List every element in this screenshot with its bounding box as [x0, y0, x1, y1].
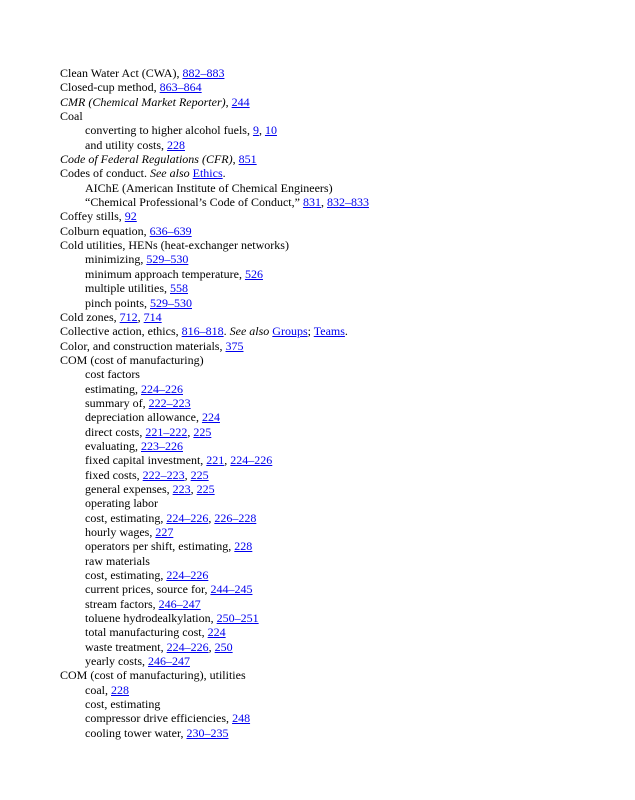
index-text: total manufacturing cost,: [85, 625, 208, 640]
page-reference-link[interactable]: 246–247: [158, 596, 201, 611]
index-subentry: [60, 711, 600, 725]
index-entry: [60, 66, 600, 80]
index-text: COM (cost of manufacturing): [60, 352, 204, 367]
index-subentry: [60, 539, 600, 553]
index-text: .: [222, 166, 226, 181]
index-text: cooling tower water,: [85, 725, 187, 740]
index-italic-text: See also: [229, 324, 270, 339]
index-subentry: [60, 138, 600, 152]
page-reference-link[interactable]: 250–251: [216, 611, 259, 626]
index-text: operators per shift, estimating,: [85, 539, 235, 554]
page-reference-link[interactable]: 227: [155, 525, 174, 539]
page-reference-link[interactable]: 224–226: [166, 510, 209, 525]
index-text: cost, estimating: [85, 697, 161, 712]
index-subentry: [60, 568, 600, 582]
index-text: yearly costs,: [85, 654, 148, 669]
index-text: waste treatment,: [85, 639, 167, 654]
page-reference-link[interactable]: 224: [207, 625, 226, 640]
page-reference-link[interactable]: 221: [206, 453, 225, 468]
index-text: stream factors,: [85, 596, 159, 611]
index-subentry: [60, 410, 600, 424]
index-subentry: [60, 468, 600, 482]
index-text: summary of,: [85, 395, 149, 410]
index-subentry: [60, 453, 600, 467]
page-reference-link[interactable]: 222–223: [148, 395, 191, 410]
index-subentry: [60, 625, 600, 639]
index-text: fixed capital investment,: [85, 453, 207, 468]
index-subentry: [60, 439, 600, 453]
page-reference-link[interactable]: 230–235: [186, 725, 229, 740]
index-text: ,: [224, 453, 231, 468]
page-reference-link[interactable]: 228: [167, 137, 185, 152]
index-text: ,: [320, 195, 327, 210]
page-reference-link[interactable]: 714: [143, 309, 162, 324]
index-entry: [60, 95, 600, 109]
index-text: .: [223, 324, 230, 339]
index-text: direct costs,: [85, 424, 146, 439]
page-reference-link[interactable]: 223: [172, 481, 191, 496]
index-subentry: [60, 367, 600, 381]
index-subentry: [60, 640, 600, 654]
page-reference-link[interactable]: 244–245: [210, 582, 253, 597]
index-text: ,: [258, 123, 265, 138]
index-subentry: [60, 482, 600, 496]
index-subentry: [60, 252, 600, 266]
index-text: minimizing,: [85, 252, 147, 267]
page-reference-link[interactable]: Teams: [313, 324, 345, 339]
index-subentry: [60, 511, 600, 525]
index-text: ,: [137, 309, 144, 324]
index-text: ,: [187, 424, 194, 439]
index-entry: [60, 310, 600, 324]
page-reference-link[interactable]: 225: [190, 467, 209, 482]
page-reference-link[interactable]: 228: [234, 539, 253, 554]
index-subentry: [60, 525, 600, 539]
index-text: Cold zones,: [60, 309, 120, 324]
index-entry: [60, 109, 600, 123]
page-reference-link[interactable]: 225: [193, 424, 212, 439]
index-text: compressor drive efficiencies,: [85, 711, 233, 726]
index-subentry: [60, 195, 600, 209]
index-text: ,: [208, 510, 215, 525]
index-text: evaluating,: [85, 438, 141, 453]
index-entry: [60, 324, 600, 338]
index-subentry: [60, 683, 600, 697]
page-reference-link[interactable]: 526: [244, 266, 263, 281]
index-text: “Chemical Professional’s Code of Conduct,”: [85, 195, 303, 210]
page-reference-link[interactable]: 529–530: [146, 252, 189, 267]
index-subentry: [60, 382, 600, 396]
index-entry: [60, 238, 600, 252]
index-text: ;: [307, 324, 314, 339]
page-reference-link[interactable]: 92: [124, 209, 137, 224]
index-text: raw materials: [85, 553, 150, 568]
index-text: Cold utilities, HENs (heat-exchanger networks): [60, 238, 289, 253]
index-text: Closed-cup method,: [60, 80, 160, 95]
index-text: Coal: [60, 109, 83, 124]
index-text: fixed costs,: [85, 467, 143, 482]
page-reference-link[interactable]: 9: [252, 123, 259, 138]
index-text: coal,: [85, 682, 111, 697]
page-reference-link[interactable]: 228: [111, 682, 129, 697]
index-subentry: [60, 123, 600, 137]
index-subentry: [60, 296, 600, 310]
index-entry: [60, 166, 600, 180]
index-text: depreciation allowance,: [85, 410, 202, 425]
page-reference-link[interactable]: 712: [119, 309, 138, 324]
index-text: converting to higher alcohol fuels,: [85, 123, 253, 138]
page-reference-link[interactable]: Groups: [272, 324, 308, 339]
index-text: AIChE (American Institute of Chemical Engineers): [85, 180, 333, 195]
index-text: cost, estimating,: [85, 568, 167, 583]
index-entry: [60, 353, 600, 367]
index-text: current prices, source for,: [85, 582, 211, 597]
page-reference-link[interactable]: 226–228: [214, 510, 257, 525]
index-subentry: [60, 554, 600, 568]
page-reference-link[interactable]: 851: [238, 152, 257, 167]
page-reference-link[interactable]: 558: [170, 281, 188, 296]
page-reference-link[interactable]: 832–833: [326, 195, 369, 210]
index-text: Clean Water Act (CWA),: [60, 66, 183, 80]
index-text: ,: [225, 94, 232, 109]
index-text: Collective action, ethics,: [60, 324, 182, 339]
index-text: toluene hydrodealkylation,: [85, 611, 217, 626]
page-reference-link[interactable]: 246–247: [147, 654, 190, 669]
page-reference-link[interactable]: 636–639: [149, 223, 192, 238]
index-subentry: [60, 425, 600, 439]
index-text: estimating,: [85, 381, 141, 396]
index-text: minimum approach temperature,: [85, 266, 245, 281]
index-text: ,: [190, 481, 197, 496]
index-list: [60, 66, 600, 740]
page-reference-link[interactable]: 831: [302, 195, 321, 210]
index-text: Color, and construction materials,: [60, 338, 226, 353]
page-reference-link[interactable]: 529–530: [150, 295, 192, 310]
index-text: ,: [232, 152, 239, 167]
index-text: cost, estimating,: [85, 510, 167, 525]
index-entry: [60, 339, 600, 353]
index-italic-text: CMR (Chemical Market Reporter): [60, 94, 226, 109]
index-text: COM (cost of manufacturing), utilities: [60, 668, 246, 683]
page-reference-link[interactable]: 224–226: [166, 639, 209, 654]
page-reference-link[interactable]: 224–226: [141, 381, 183, 396]
index-subentry: [60, 611, 600, 625]
index-text: Coffey stills,: [60, 209, 125, 224]
index-text: multiple utilities,: [85, 281, 170, 296]
index-entry: [60, 152, 600, 166]
index-subentry: [60, 726, 600, 740]
page-reference-link[interactable]: 221–222: [145, 424, 188, 439]
index-subentry: [60, 396, 600, 410]
page-reference-link[interactable]: Ethics: [192, 166, 223, 181]
index-text: Codes of conduct.: [60, 166, 150, 181]
page-reference-link[interactable]: 223–226: [140, 438, 183, 453]
index-text: general expenses,: [85, 481, 173, 496]
index-subentry: [60, 281, 600, 295]
index-text: .: [344, 324, 348, 339]
page-reference-link[interactable]: 225: [196, 481, 215, 496]
index-text: ,: [208, 639, 215, 654]
index-subentry: [60, 597, 600, 611]
index-subentry: [60, 654, 600, 668]
index-italic-text: See also: [149, 166, 190, 181]
index-entry: [60, 209, 600, 223]
page-reference-link[interactable]: 250: [214, 639, 233, 654]
page-reference-link[interactable]: 224–226: [230, 453, 273, 468]
page-reference-link[interactable]: 244: [231, 94, 250, 109]
page-reference-link[interactable]: 882–883: [182, 66, 225, 80]
index-entry: [60, 224, 600, 238]
index-subentry: [60, 582, 600, 596]
page-reference-link[interactable]: 248: [232, 711, 251, 726]
page-reference-link[interactable]: 224–226: [166, 568, 209, 583]
index-text: ,: [184, 467, 191, 482]
index-text: operating labor: [85, 496, 158, 511]
index-text: and utility costs,: [85, 137, 167, 152]
index-italic-text: Code of Federal Regulations (CFR): [60, 152, 233, 167]
page-reference-link[interactable]: 222–223: [142, 467, 185, 482]
index-text: pinch points,: [85, 295, 150, 310]
page-reference-link[interactable]: 10: [264, 123, 277, 138]
page-reference-link[interactable]: 224: [201, 410, 220, 425]
index-subentry: [60, 267, 600, 281]
index-text: Colburn equation,: [60, 223, 150, 238]
index-subentry: [60, 496, 600, 510]
page-reference-link[interactable]: 863–864: [159, 80, 202, 95]
index-text: hourly wages,: [85, 525, 156, 539]
index-subentry: [60, 181, 600, 195]
index-text: cost factors: [85, 367, 140, 382]
index-subentry: [60, 697, 600, 711]
index-entry: [60, 80, 600, 94]
page-reference-link[interactable]: 816–818: [181, 324, 224, 339]
index-entry: [60, 668, 600, 682]
page-reference-link[interactable]: 375: [225, 338, 244, 353]
